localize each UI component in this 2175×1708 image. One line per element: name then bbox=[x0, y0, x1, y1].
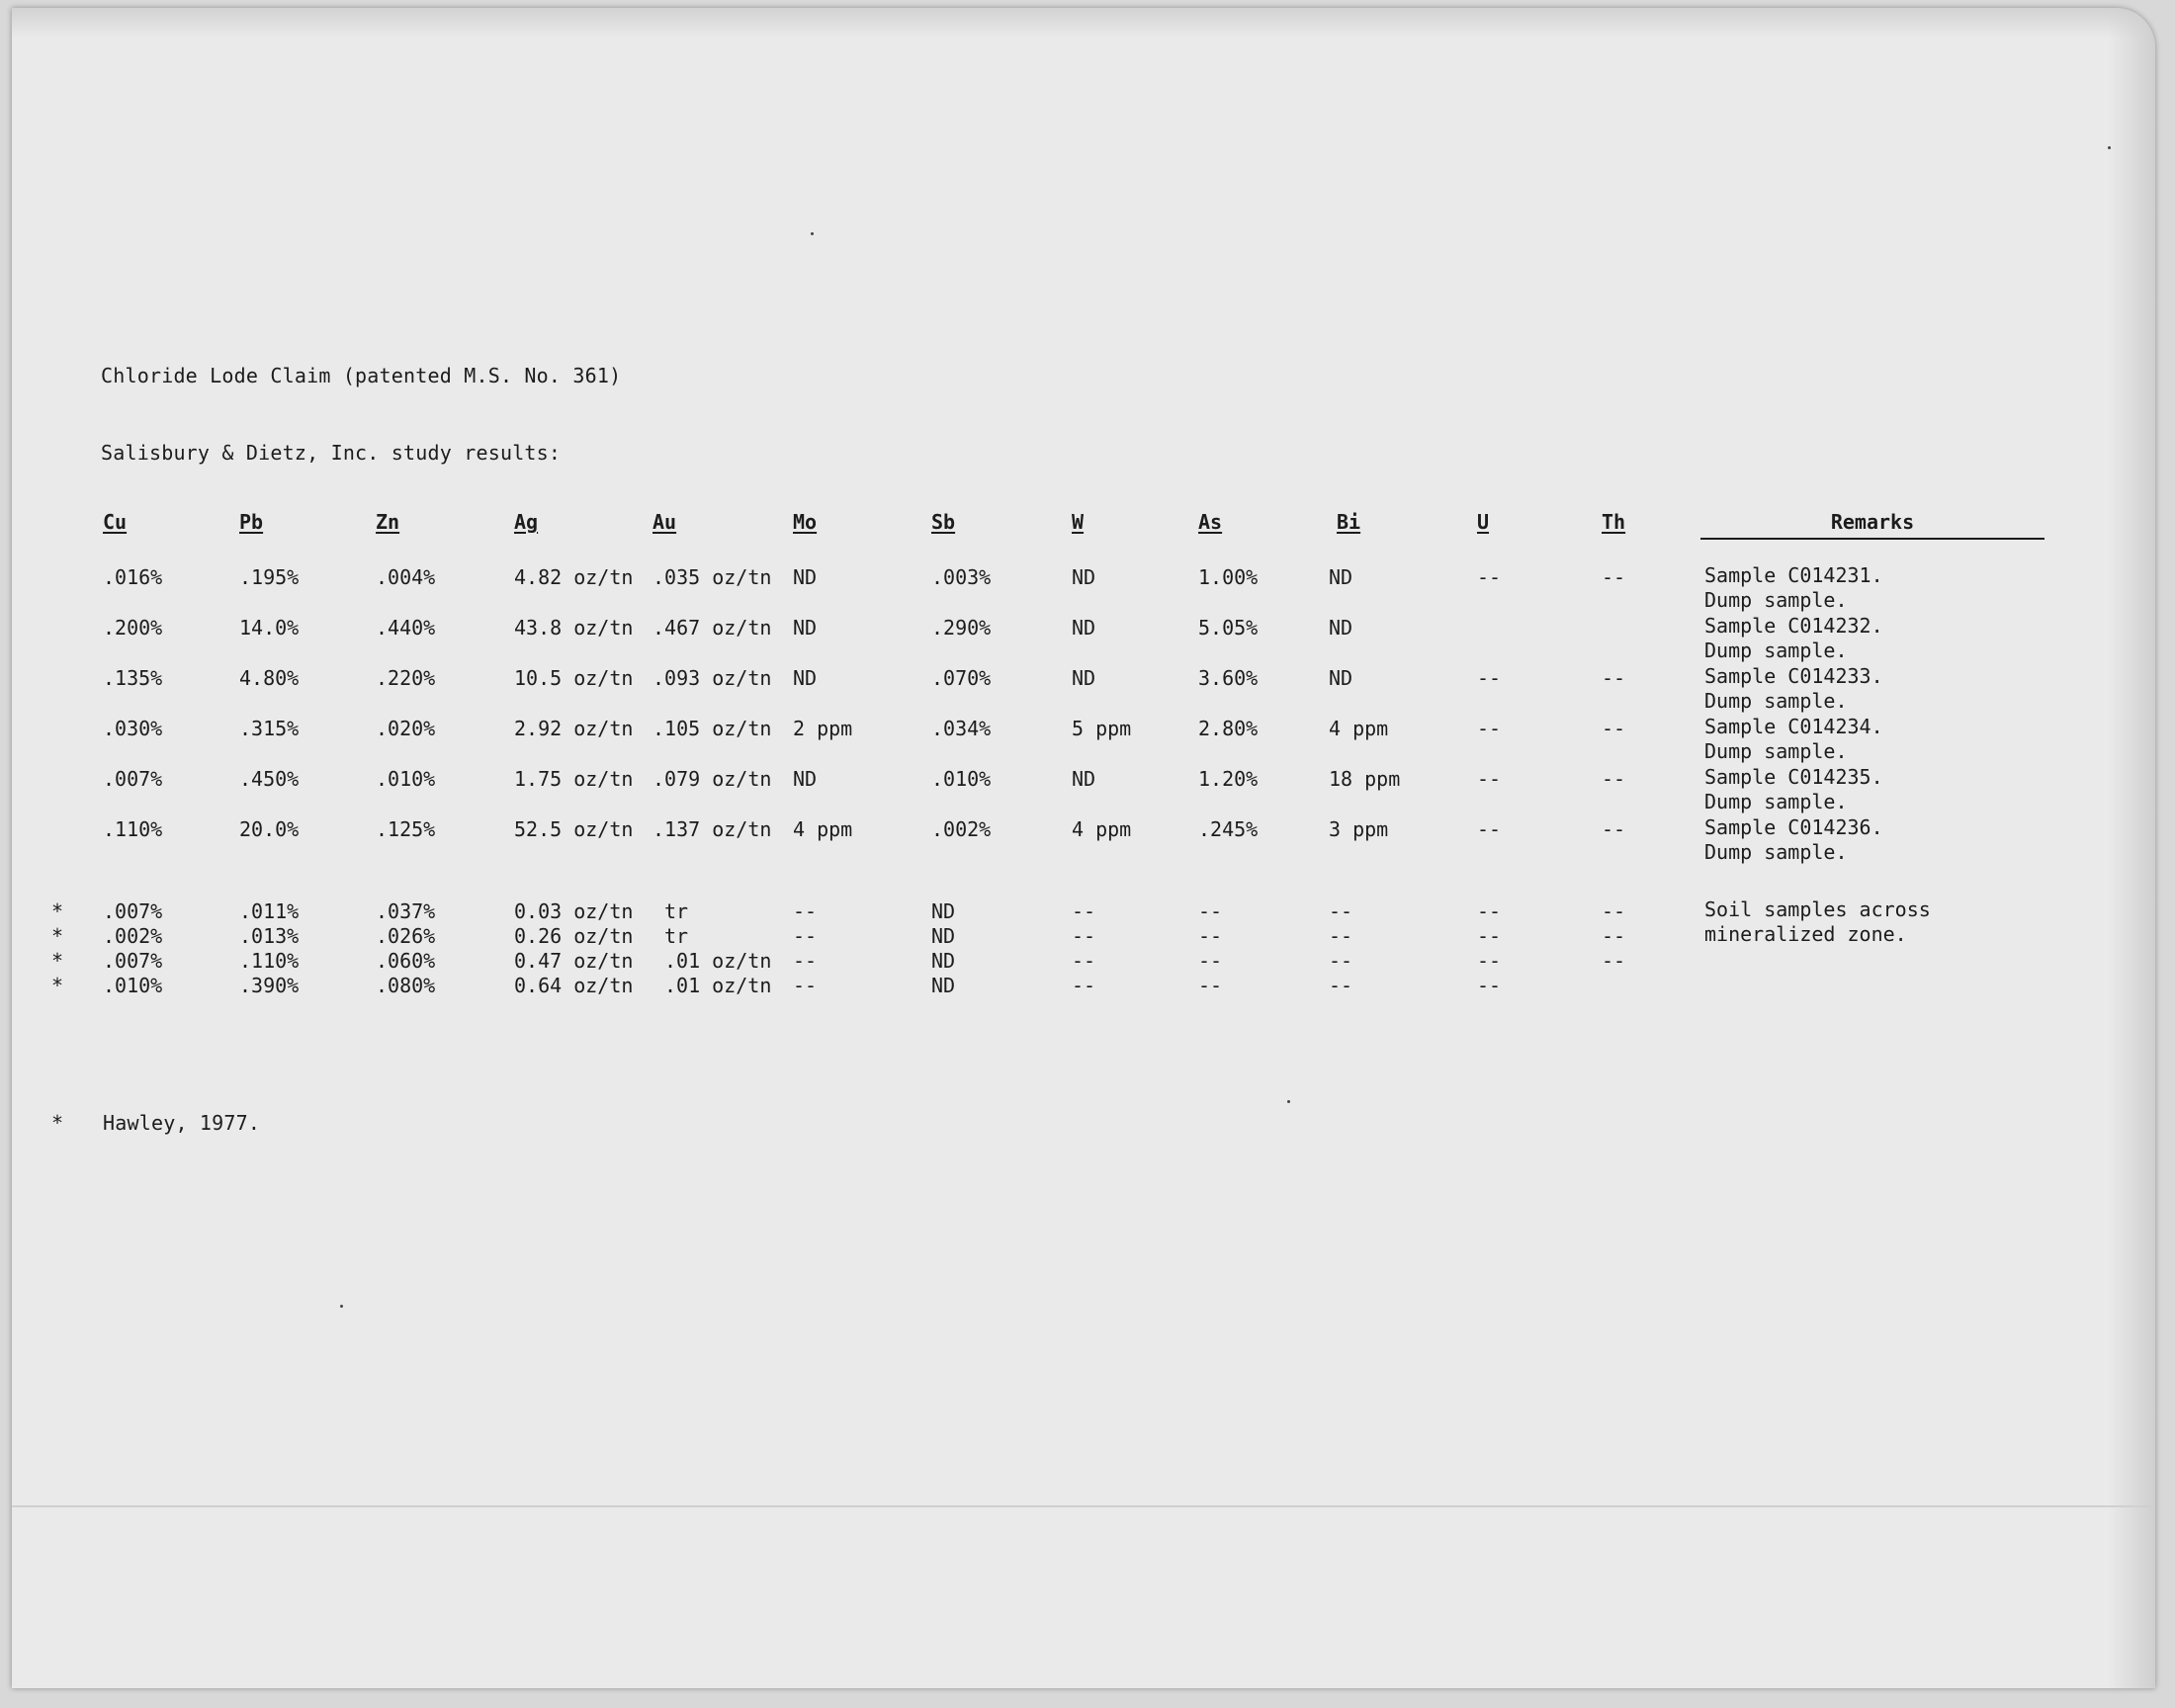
soil-remark-line-2: mineralized zone. bbox=[1704, 922, 1907, 946]
remark-sample-type: Dump sample. bbox=[1704, 840, 1848, 864]
table-cell-au: .093 oz/tn bbox=[652, 666, 772, 690]
table-cell-u: -- bbox=[1477, 767, 1502, 791]
table-cell-th: -- bbox=[1602, 817, 1626, 841]
column-header-as: As bbox=[1198, 510, 1223, 534]
remark-sample-id: Sample C014235. bbox=[1704, 765, 1883, 789]
table-cell-th: -- bbox=[1602, 565, 1626, 589]
column-header-u: U bbox=[1477, 510, 1490, 534]
table-row bbox=[12, 664, 2155, 713]
table-cell-th: -- bbox=[1602, 666, 1626, 690]
soil-remark-line-1: Soil samples across bbox=[1704, 897, 1931, 921]
table-cell-u: -- bbox=[1477, 817, 1502, 841]
table-cell-bi: ND bbox=[1329, 666, 1353, 690]
table-cell-w: ND bbox=[1072, 666, 1096, 690]
speck bbox=[340, 1305, 343, 1308]
table-cell-cu: .007% bbox=[103, 899, 163, 923]
table-cell-bi: ND bbox=[1329, 565, 1353, 589]
table-cell-as: 5.05% bbox=[1198, 616, 1259, 640]
column-header-pb: Pb bbox=[239, 510, 264, 534]
table-cell-w: -- bbox=[1072, 974, 1096, 997]
remark-sample-id: Sample C014232. bbox=[1704, 614, 1883, 638]
table-cell-ag: 52.5 oz/tn bbox=[514, 817, 634, 841]
table-cell-w: -- bbox=[1072, 949, 1096, 973]
table-cell-sb: ND bbox=[931, 899, 956, 923]
page-edge-shadow bbox=[2108, 8, 2155, 1688]
table-cell-pb: .011% bbox=[239, 899, 300, 923]
table-cell-mo: ND bbox=[793, 666, 818, 690]
table-cell-as: -- bbox=[1198, 899, 1223, 923]
table-cell-mo: -- bbox=[793, 899, 818, 923]
table-cell-as: 3.60% bbox=[1198, 666, 1259, 690]
table-cell-au: .137 oz/tn bbox=[652, 817, 772, 841]
table-cell-zn: .020% bbox=[376, 717, 436, 740]
table-cell-mo: ND bbox=[793, 565, 818, 589]
table-cell-th: -- bbox=[1602, 899, 1626, 923]
table-cell-sb: .002% bbox=[931, 817, 992, 841]
table-cell-au: tr bbox=[664, 924, 689, 948]
table-cell-th: -- bbox=[1602, 949, 1626, 973]
table-cell-as: -- bbox=[1198, 949, 1223, 973]
table-cell-u: -- bbox=[1477, 717, 1502, 740]
table-cell-cu: .030% bbox=[103, 717, 163, 740]
table-cell-mo: -- bbox=[793, 924, 818, 948]
table-cell-zn: .060% bbox=[376, 949, 436, 973]
table-cell-cu: .135% bbox=[103, 666, 163, 690]
table-cell-ag: 0.64 oz/tn bbox=[514, 974, 634, 997]
remark-sample-type: Dump sample. bbox=[1704, 588, 1848, 612]
table-cell-cu: .007% bbox=[103, 949, 163, 973]
document-title: Chloride Lode Claim (patented M.S. No. 361) bbox=[101, 364, 622, 387]
table-cell-ag: 0.47 oz/tn bbox=[514, 949, 634, 973]
table-cell-zn: .004% bbox=[376, 565, 436, 589]
table-cell-bi: 3 ppm bbox=[1329, 817, 1389, 841]
table-cell-w: -- bbox=[1072, 924, 1096, 948]
remark-sample-id: Sample C014236. bbox=[1704, 815, 1883, 839]
table-cell-zn: .220% bbox=[376, 666, 436, 690]
table-cell-pb: .110% bbox=[239, 949, 300, 973]
table-cell-ag: 0.26 oz/tn bbox=[514, 924, 634, 948]
table-row bbox=[12, 765, 2155, 813]
table-cell-as: -- bbox=[1198, 924, 1223, 948]
table-cell-pb: .013% bbox=[239, 924, 300, 948]
remarks-header: Remarks bbox=[1700, 510, 2044, 540]
footnote-text: Hawley, 1977. bbox=[103, 1111, 261, 1135]
speck bbox=[811, 232, 814, 235]
table-cell-pb: .390% bbox=[239, 974, 300, 997]
table-cell-zn: .125% bbox=[376, 817, 436, 841]
document-subtitle: Salisbury & Dietz, Inc. study results: bbox=[101, 441, 562, 465]
remark-sample-id: Sample C014231. bbox=[1704, 563, 1883, 587]
column-header-mo: Mo bbox=[793, 510, 818, 534]
table-cell-au: .035 oz/tn bbox=[652, 565, 772, 589]
table-cell-ag: 2.92 oz/tn bbox=[514, 717, 634, 740]
table-cell-sb: ND bbox=[931, 949, 956, 973]
table-row bbox=[12, 715, 2155, 763]
table-cell-th: -- bbox=[1602, 924, 1626, 948]
footnote-star: * bbox=[51, 1111, 64, 1135]
table-cell-ag: 10.5 oz/tn bbox=[514, 666, 634, 690]
column-header-au: Au bbox=[652, 510, 677, 534]
table-cell-bi: 18 ppm bbox=[1329, 767, 1401, 791]
speck bbox=[2108, 146, 2111, 149]
table-cell-sb: .290% bbox=[931, 616, 992, 640]
table-cell-pb: .315% bbox=[239, 717, 300, 740]
table-cell-cu: .010% bbox=[103, 974, 163, 997]
row-star-marker: * bbox=[51, 899, 64, 923]
table-cell-zn: .440% bbox=[376, 616, 436, 640]
table-cell-bi: -- bbox=[1329, 899, 1353, 923]
column-header-w: W bbox=[1072, 510, 1085, 534]
remark-sample-id: Sample C014233. bbox=[1704, 664, 1883, 688]
table-cell-au: .105 oz/tn bbox=[652, 717, 772, 740]
table-cell-w: -- bbox=[1072, 899, 1096, 923]
table-cell-sb: .010% bbox=[931, 767, 992, 791]
table-cell-u: -- bbox=[1477, 666, 1502, 690]
table-cell-as: .245% bbox=[1198, 817, 1259, 841]
table-cell-ag: 0.03 oz/tn bbox=[514, 899, 634, 923]
table-cell-zn: .037% bbox=[376, 899, 436, 923]
table-cell-ag: 1.75 oz/tn bbox=[514, 767, 634, 791]
column-header-cu: Cu bbox=[103, 510, 128, 534]
table-cell-mo: 2 ppm bbox=[793, 717, 853, 740]
table-cell-pb: .450% bbox=[239, 767, 300, 791]
column-header-th: Th bbox=[1602, 510, 1626, 534]
table-cell-cu: .016% bbox=[103, 565, 163, 589]
remark-sample-type: Dump sample. bbox=[1704, 639, 1848, 662]
row-star-marker: * bbox=[51, 974, 64, 997]
table-cell-th: -- bbox=[1602, 767, 1626, 791]
table-cell-au: tr bbox=[664, 899, 689, 923]
table-row bbox=[12, 563, 2155, 612]
column-header-sb: Sb bbox=[931, 510, 956, 534]
table-cell-bi: -- bbox=[1329, 949, 1353, 973]
remark-sample-id: Sample C014234. bbox=[1704, 715, 1883, 738]
table-cell-mo: ND bbox=[793, 767, 818, 791]
table-cell-w: ND bbox=[1072, 565, 1096, 589]
table-cell-as: 1.00% bbox=[1198, 565, 1259, 589]
table-cell-w: ND bbox=[1072, 767, 1096, 791]
table-cell-sb: .003% bbox=[931, 565, 992, 589]
table-cell-mo: -- bbox=[793, 949, 818, 973]
row-star-marker: * bbox=[51, 949, 64, 973]
table-cell-cu: .007% bbox=[103, 767, 163, 791]
table-cell-as: 2.80% bbox=[1198, 717, 1259, 740]
table-cell-u: -- bbox=[1477, 924, 1502, 948]
table-cell-w: ND bbox=[1072, 616, 1096, 640]
soil-table-row bbox=[12, 974, 2155, 997]
table-cell-pb: .195% bbox=[239, 565, 300, 589]
row-star-marker: * bbox=[51, 924, 64, 948]
table-cell-mo: 4 ppm bbox=[793, 817, 853, 841]
table-cell-au: .079 oz/tn bbox=[652, 767, 772, 791]
remark-sample-type: Dump sample. bbox=[1704, 739, 1848, 763]
table-cell-bi: -- bbox=[1329, 974, 1353, 997]
speck bbox=[1287, 1100, 1290, 1103]
table-cell-w: 4 ppm bbox=[1072, 817, 1132, 841]
document-page bbox=[12, 8, 2155, 1688]
table-cell-bi: -- bbox=[1329, 924, 1353, 948]
table-cell-sb: .070% bbox=[931, 666, 992, 690]
table-cell-cu: .110% bbox=[103, 817, 163, 841]
soil-table-row bbox=[12, 949, 2155, 973]
table-cell-bi: ND bbox=[1329, 616, 1353, 640]
table-cell-ag: 43.8 oz/tn bbox=[514, 616, 634, 640]
remark-sample-type: Dump sample. bbox=[1704, 689, 1848, 713]
table-cell-zn: .010% bbox=[376, 767, 436, 791]
table-cell-au: .467 oz/tn bbox=[652, 616, 772, 640]
table-cell-pb: 14.0% bbox=[239, 616, 300, 640]
table-cell-zn: .026% bbox=[376, 924, 436, 948]
table-cell-sb: ND bbox=[931, 924, 956, 948]
table-cell-bi: 4 ppm bbox=[1329, 717, 1389, 740]
table-cell-ag: 4.82 oz/tn bbox=[514, 565, 634, 589]
table-row bbox=[12, 614, 2155, 662]
remark-sample-type: Dump sample. bbox=[1704, 790, 1848, 813]
page-fold-line bbox=[12, 1505, 2155, 1507]
table-cell-mo: -- bbox=[793, 974, 818, 997]
table-cell-u: -- bbox=[1477, 899, 1502, 923]
table-cell-u: -- bbox=[1477, 565, 1502, 589]
table-cell-au: .01 oz/tn bbox=[664, 974, 772, 997]
column-header-zn: Zn bbox=[376, 510, 400, 534]
table-cell-w: 5 ppm bbox=[1072, 717, 1132, 740]
table-cell-zn: .080% bbox=[376, 974, 436, 997]
table-cell-sb: ND bbox=[931, 974, 956, 997]
table-cell-cu: .200% bbox=[103, 616, 163, 640]
table-cell-pb: 4.80% bbox=[239, 666, 300, 690]
table-cell-pb: 20.0% bbox=[239, 817, 300, 841]
column-header-ag: Ag bbox=[514, 510, 539, 534]
table-cell-sb: .034% bbox=[931, 717, 992, 740]
table-cell-as: -- bbox=[1198, 974, 1223, 997]
table-cell-au: .01 oz/tn bbox=[664, 949, 772, 973]
table-cell-u: -- bbox=[1477, 949, 1502, 973]
table-cell-mo: ND bbox=[793, 616, 818, 640]
table-cell-th: -- bbox=[1602, 717, 1626, 740]
table-row bbox=[12, 815, 2155, 864]
table-cell-u: -- bbox=[1477, 974, 1502, 997]
table-cell-cu: .002% bbox=[103, 924, 163, 948]
table-cell-as: 1.20% bbox=[1198, 767, 1259, 791]
column-header-bi: Bi bbox=[1337, 510, 1361, 534]
